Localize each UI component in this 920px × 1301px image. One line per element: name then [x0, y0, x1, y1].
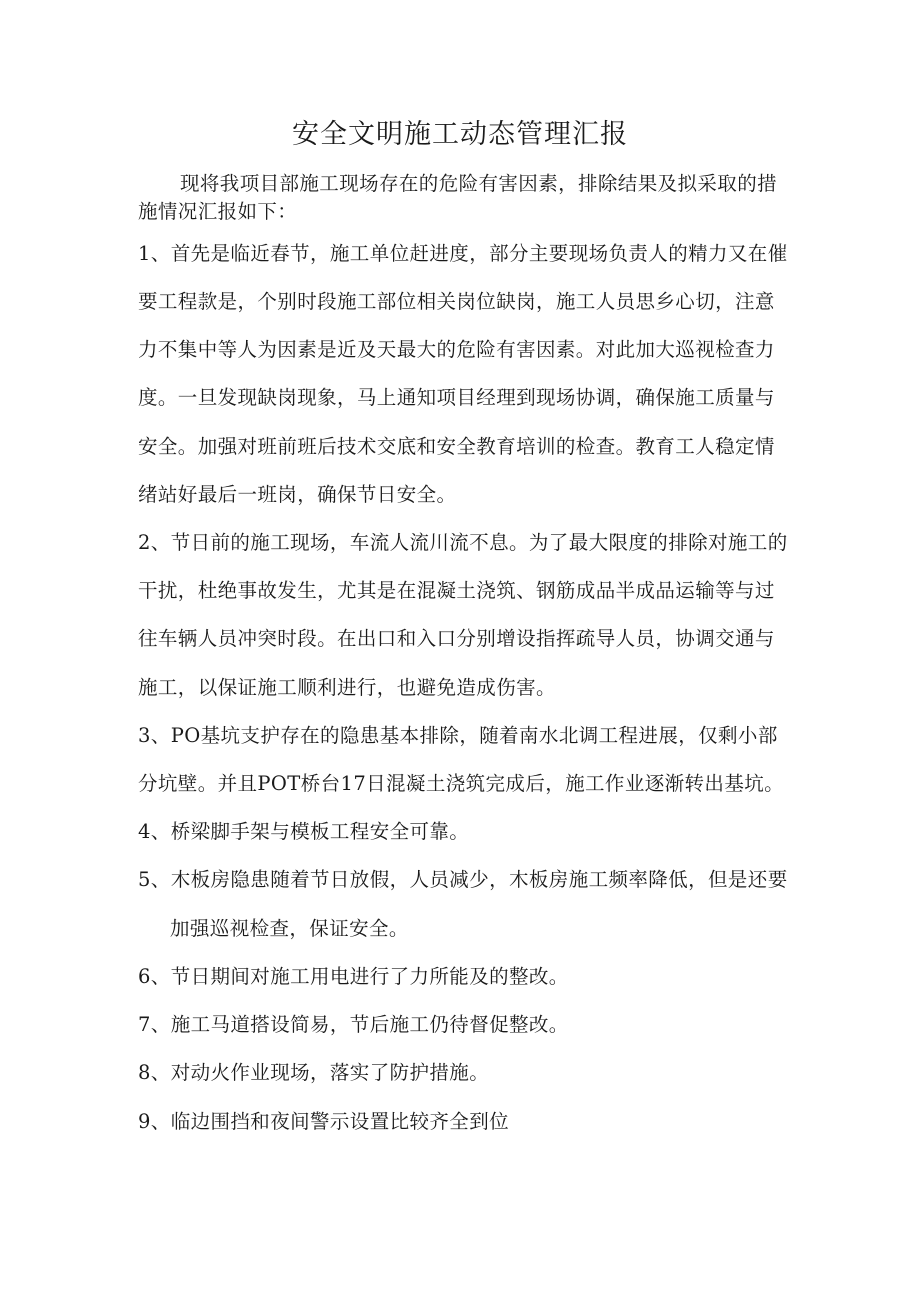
intro-line: 施情况汇报如下： — [138, 200, 298, 223]
item-9-line: 9、临边围挡和夜间警示设置比较齐全到位 — [138, 1110, 510, 1133]
item-5-line: 加强巡视检查，保证安全。 — [170, 917, 409, 940]
item-4-line: 4、桥梁脚手架与模板工程安全可靠。 — [138, 820, 470, 843]
item-3-line: 分坑壁。并且POT桥台17日混凝土浇筑完成后，施工作业逐渐转出基坑。 — [138, 772, 785, 795]
item-1-line: 安全。加强对班前班后技术交底和安全教育培训的检查。教育工人稳定情 — [138, 435, 775, 458]
item-8-line: 8、对动火作业现场，落实了防护措施。 — [138, 1061, 490, 1084]
item-1-line: 力不集中等人为因素是近及天最大的危险有害因素。对此加大巡视检查力 — [138, 338, 775, 361]
item-2-line: 施工，以保证施工顺利进行，也避免造成伤害。 — [138, 676, 556, 699]
item-3-line: 3、PO基坑支护存在的隐患基本排除，随着南水北调工程进展，仅剩小部 — [138, 724, 778, 747]
document-title: 安全文明施工动态管理汇报 — [292, 119, 628, 150]
item-1-line: 1、首先是临近春节，施工单位赶进度，部分主要现场负责人的精力又在催 — [138, 242, 788, 265]
item-1-line: 绪站好最后一班岗，确保节日安全。 — [138, 483, 457, 506]
item-2-line: 干扰，杜绝事故发生，尤其是在混凝土浇筑、钢筋成品半成品运输等与过 — [138, 579, 775, 602]
item-5-line: 5、木板房隐患随着节日放假，人员减少，木板房施工频率降低，但是还要 — [138, 868, 788, 891]
item-6-line: 6、节日期间对施工用电进行了力所能及的整改。 — [138, 965, 569, 988]
item-2-line: 往车辆人员冲突时段。在出口和入口分别增设指挥疏导人员，协调交通与 — [138, 627, 775, 650]
item-7-line: 7、施工马道搭设简易，节后施工仍待督促整改。 — [138, 1013, 569, 1036]
item-1-line: 度。一旦发现缺岗现象，马上通知项目经理到现场协调，确保施工质量与 — [138, 386, 775, 409]
item-2-line: 2、节日前的施工现场，车流人流川流不息。为了最大限度的排除对施工的 — [138, 531, 788, 554]
intro-line: 现将我项目部施工现场存在的危险有害因素，排除结果及拟采取的措 — [180, 172, 778, 195]
item-1-line: 要工程款是，个别时段施工部位相关岗位缺岗，施工人员思乡心切，注意 — [138, 290, 775, 313]
